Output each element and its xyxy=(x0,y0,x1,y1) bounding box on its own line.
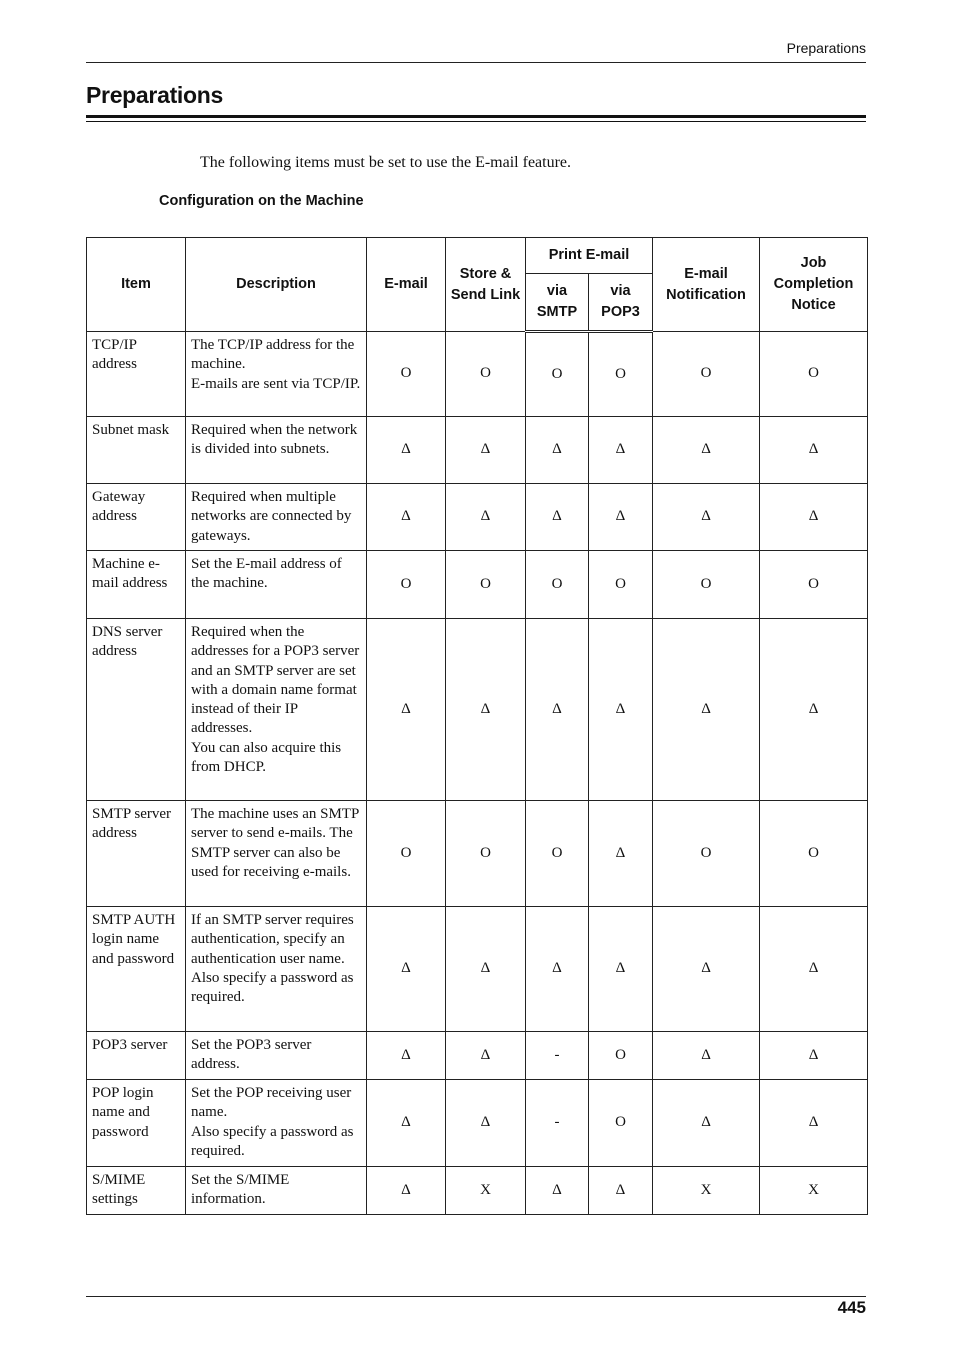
header-print-email: Print E-mail xyxy=(526,238,653,274)
footer-divider xyxy=(86,1296,866,1297)
mark-via-pop3: O xyxy=(589,1032,653,1080)
header-store-send-link: Store & Send Link xyxy=(446,238,526,332)
mark-store-send-link: Δ xyxy=(446,417,526,484)
mark-via-pop3: O xyxy=(589,551,653,619)
mark-store-send-link: Δ xyxy=(446,1080,526,1167)
header-item: Item xyxy=(87,238,186,332)
page-title: Preparations xyxy=(86,82,224,108)
row-description: If an SMTP server requires authentication, specify an authentication user name. Also specify a password as required. xyxy=(186,907,367,1032)
table-row xyxy=(87,332,868,417)
mark-via-smtp: Δ xyxy=(526,484,589,551)
row-item: POP3 server xyxy=(87,1032,186,1080)
mark-email-notification: O xyxy=(653,551,760,619)
header-job-completion-notice: Job Completion Notice xyxy=(760,238,868,332)
header-via-smtp: via SMTP xyxy=(526,274,589,332)
table-row xyxy=(87,417,868,484)
row-item: Gateway address xyxy=(87,484,186,551)
mark-email-notification: X xyxy=(653,1167,760,1215)
table-row xyxy=(87,1032,868,1080)
row-item: Subnet mask xyxy=(87,417,186,484)
mark-via-pop3: Δ xyxy=(589,417,653,484)
configuration-table xyxy=(86,237,868,1215)
page-number: 445 xyxy=(837,1298,866,1317)
mark-store-send-link: Δ xyxy=(446,484,526,551)
mark-email: Δ xyxy=(367,1032,446,1080)
mark-email-notification: O xyxy=(653,801,760,907)
mark-via-pop3: Δ xyxy=(589,484,653,551)
mark-email: O xyxy=(367,551,446,619)
mark-via-pop3: Δ xyxy=(589,619,653,801)
mark-email: Δ xyxy=(367,907,446,1032)
mark-email: Δ xyxy=(367,417,446,484)
row-description: Set the POP3 server address. xyxy=(186,1032,367,1080)
row-item: S/MIME settings xyxy=(87,1167,186,1215)
mark-store-send-link: X xyxy=(446,1167,526,1215)
mark-via-pop3: O xyxy=(589,1080,653,1167)
row-item: POP login name and password xyxy=(87,1080,186,1167)
row-description: The TCP/IP address for the machine. E-mails are sent via TCP/IP. xyxy=(186,332,367,417)
row-item: Machine e-mail address xyxy=(87,551,186,619)
mark-store-send-link: O xyxy=(446,332,526,417)
mark-email-notification: O xyxy=(653,332,760,417)
mark-store-send-link: O xyxy=(446,551,526,619)
table-row xyxy=(87,1080,868,1167)
table-row xyxy=(87,551,868,619)
title-divider xyxy=(86,115,866,122)
mark-job-completion-notice: O xyxy=(760,332,868,417)
header-description: Description xyxy=(186,238,367,332)
intro-text: The following items must be set to use the E-mail feature. xyxy=(200,154,572,171)
mark-email-notification: Δ xyxy=(653,417,760,484)
header-via-pop3: via POP3 xyxy=(589,274,653,332)
running-header: Preparations xyxy=(786,40,866,56)
mark-via-smtp: Δ xyxy=(526,417,589,484)
mark-email: O xyxy=(367,801,446,907)
mark-via-smtp: Δ xyxy=(526,619,589,801)
row-description: Set the POP receiving user name. Also specify a password as required. xyxy=(186,1080,367,1167)
mark-via-smtp: O xyxy=(526,801,589,907)
mark-email-notification: Δ xyxy=(653,1080,760,1167)
row-description: Set the E-mail address of the machine. xyxy=(186,551,367,619)
mark-job-completion-notice: O xyxy=(760,551,868,619)
row-item: SMTP AUTH login name and password xyxy=(87,907,186,1032)
table-row xyxy=(87,907,868,1032)
mark-job-completion-notice: Δ xyxy=(760,417,868,484)
row-item: DNS server address xyxy=(87,619,186,801)
mark-job-completion-notice: Δ xyxy=(760,619,868,801)
mark-via-pop3: Δ xyxy=(589,1167,653,1215)
mark-store-send-link: Δ xyxy=(446,1032,526,1080)
table-row xyxy=(87,619,868,801)
header-divider xyxy=(86,62,866,63)
mark-email: Δ xyxy=(367,484,446,551)
row-description: Required when the addresses for a POP3 server and an SMTP server are set with a domain name format instead of their IP addresses. You can also acquire this from DHCP. xyxy=(186,619,367,801)
mark-via-smtp: O xyxy=(526,332,589,417)
mark-via-smtp: - xyxy=(526,1080,589,1167)
mark-job-completion-notice: Δ xyxy=(760,484,868,551)
table-row xyxy=(87,801,868,907)
mark-job-completion-notice: O xyxy=(760,801,868,907)
mark-email-notification: Δ xyxy=(653,1032,760,1080)
mark-via-pop3: Δ xyxy=(589,801,653,907)
mark-email: O xyxy=(367,332,446,417)
mark-via-pop3: O xyxy=(589,332,653,417)
table-row xyxy=(87,484,868,551)
mark-email: Δ xyxy=(367,1167,446,1215)
row-description: The machine uses an SMTP server to send e-mails. The SMTP server can also be used for receiving e-mails. xyxy=(186,801,367,907)
mark-via-smtp: Δ xyxy=(526,907,589,1032)
mark-email-notification: Δ xyxy=(653,907,760,1032)
row-item: SMTP server address xyxy=(87,801,186,907)
mark-job-completion-notice: X xyxy=(760,1167,868,1215)
mark-via-smtp: - xyxy=(526,1032,589,1080)
mark-email-notification: Δ xyxy=(653,484,760,551)
section-subheading: Configuration on the Machine xyxy=(159,193,364,209)
mark-job-completion-notice: Δ xyxy=(760,907,868,1032)
mark-email: Δ xyxy=(367,1080,446,1167)
mark-store-send-link: O xyxy=(446,801,526,907)
mark-store-send-link: Δ xyxy=(446,907,526,1032)
table-body xyxy=(87,332,868,1215)
row-description: Required when the network is divided into subnets. xyxy=(186,417,367,484)
row-item: TCP/IP address xyxy=(87,332,186,417)
row-description: Set the S/MIME information. xyxy=(186,1167,367,1215)
table-row xyxy=(87,1167,868,1215)
mark-email: Δ xyxy=(367,619,446,801)
mark-job-completion-notice: Δ xyxy=(760,1080,868,1167)
row-description: Required when multiple networks are connected by gateways. xyxy=(186,484,367,551)
header-email-notification: E-mail Notification xyxy=(653,238,760,332)
mark-via-smtp: O xyxy=(526,551,589,619)
mark-via-smtp: Δ xyxy=(526,1167,589,1215)
mark-job-completion-notice: Δ xyxy=(760,1032,868,1080)
header-email: E-mail xyxy=(367,238,446,332)
mark-via-pop3: Δ xyxy=(589,907,653,1032)
mark-email-notification: Δ xyxy=(653,619,760,801)
mark-store-send-link: Δ xyxy=(446,619,526,801)
